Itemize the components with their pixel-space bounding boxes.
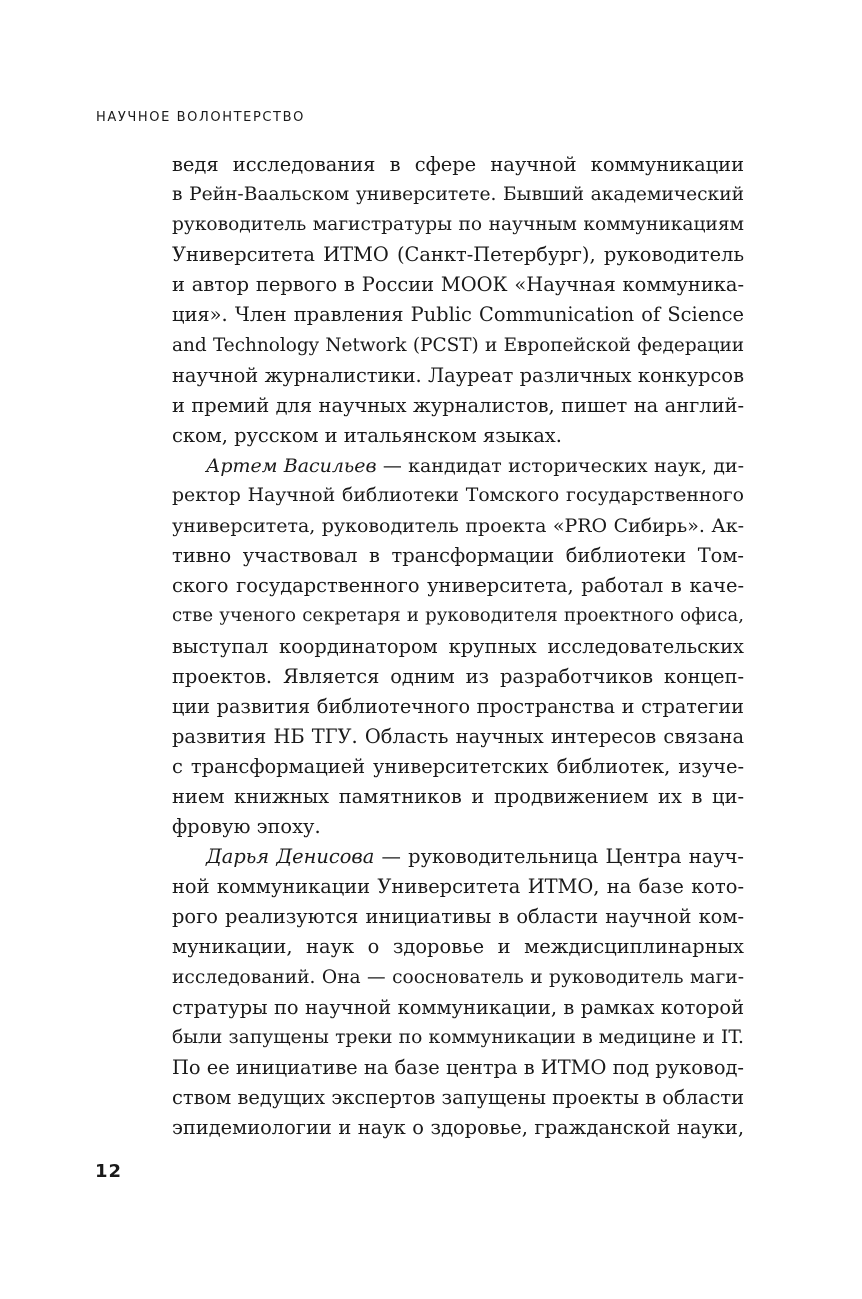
text-line: эпидемиологии и наук о здоровье, гражданской науки, xyxy=(172,1116,744,1139)
text-line: ной коммуникации Университета ИТМО, на базе кото- xyxy=(172,875,744,899)
text-line: фровую эпоху. xyxy=(172,815,321,839)
page-number: 12 xyxy=(95,1161,123,1182)
text-line: тивно участвовал в трансформации библиотеки Том- xyxy=(172,544,744,568)
text-line: По ее инициативе на базе центра в ИТМО под руковод- xyxy=(172,1055,744,1079)
paragraph xyxy=(172,842,744,1143)
text-line: руководитель магистратуры по научным коммуникациям xyxy=(172,214,744,236)
text-line: и премий для научных журналистов, пишет на англий- xyxy=(172,393,744,417)
running-head: НАУЧНОЕ ВОЛОНТЕРСТВО xyxy=(96,110,305,125)
text-line: муникации, наук о здоровье и междисциплинарных xyxy=(172,935,744,959)
text-line: нием книжных памятников и продвижением их в ци- xyxy=(172,784,744,808)
text-line: Университета ИТМО (Санкт-Петербург), руководитель xyxy=(172,243,744,267)
text-line: ректор Научной библиотеки Томского государственного xyxy=(172,485,744,507)
text-line: стратуры по научной коммуникации, в рамках которой xyxy=(172,995,744,1019)
paragraph xyxy=(172,150,744,451)
text-line: исследований. Она — сооснователь и руководитель маги- xyxy=(172,966,744,988)
text-line: и автор первого в России МООК «Научная коммуника- xyxy=(172,273,744,297)
text-line xyxy=(172,842,744,872)
person-name: Дарья Денисова xyxy=(206,845,375,869)
text-line xyxy=(172,451,744,481)
person-name: Артем Васильев xyxy=(206,454,377,477)
text-line: ция». Член правления Public Communication of Science xyxy=(172,303,744,327)
text-line: научной журналистики. Лауреат различных конкурсов xyxy=(172,363,744,387)
text-line: ции развития библиотечного пространства и стратегии xyxy=(172,694,744,718)
text-line: рого реализуются инициативы в области научной ком- xyxy=(172,905,744,929)
text-line: выступал координатором крупных исследовательских xyxy=(172,634,744,658)
text-line: ством ведущих экспертов запущены проекты в области xyxy=(172,1085,744,1109)
text-line: университета, руководитель проекта «PRO Сибирь». Ак- xyxy=(172,515,744,538)
text-line: ском, русском и итальянском языках. xyxy=(172,423,562,447)
text-line: с трансформацией университетских библиотек, изуче- xyxy=(172,754,744,778)
text-line: развития НБ ТГУ. Область научных интересов связана xyxy=(172,724,744,748)
text-line: ского государственного университета, работал в каче- xyxy=(172,574,744,598)
text-fragment: — кандидат исторических наук, ди- xyxy=(376,454,744,477)
text-line: были запущены треки по коммуникации в медицине и IT. xyxy=(172,1026,744,1048)
text-line: в Рейн-Ваальском университете. Бывший академический xyxy=(172,184,744,206)
text-fragment: — руководительница Центра науч- xyxy=(374,845,744,869)
body-text xyxy=(172,150,744,1143)
text-line: and Technology Network (PCST) и Европейской федерации xyxy=(172,334,744,356)
text-line: стве ученого секретаря и руководителя проектного офиса, xyxy=(172,605,744,627)
paragraph xyxy=(172,451,744,842)
text-line: проектов. Является одним из разработчиков концеп- xyxy=(172,664,744,688)
text-line: ведя исследования в сфере научной коммуникации xyxy=(172,153,744,176)
